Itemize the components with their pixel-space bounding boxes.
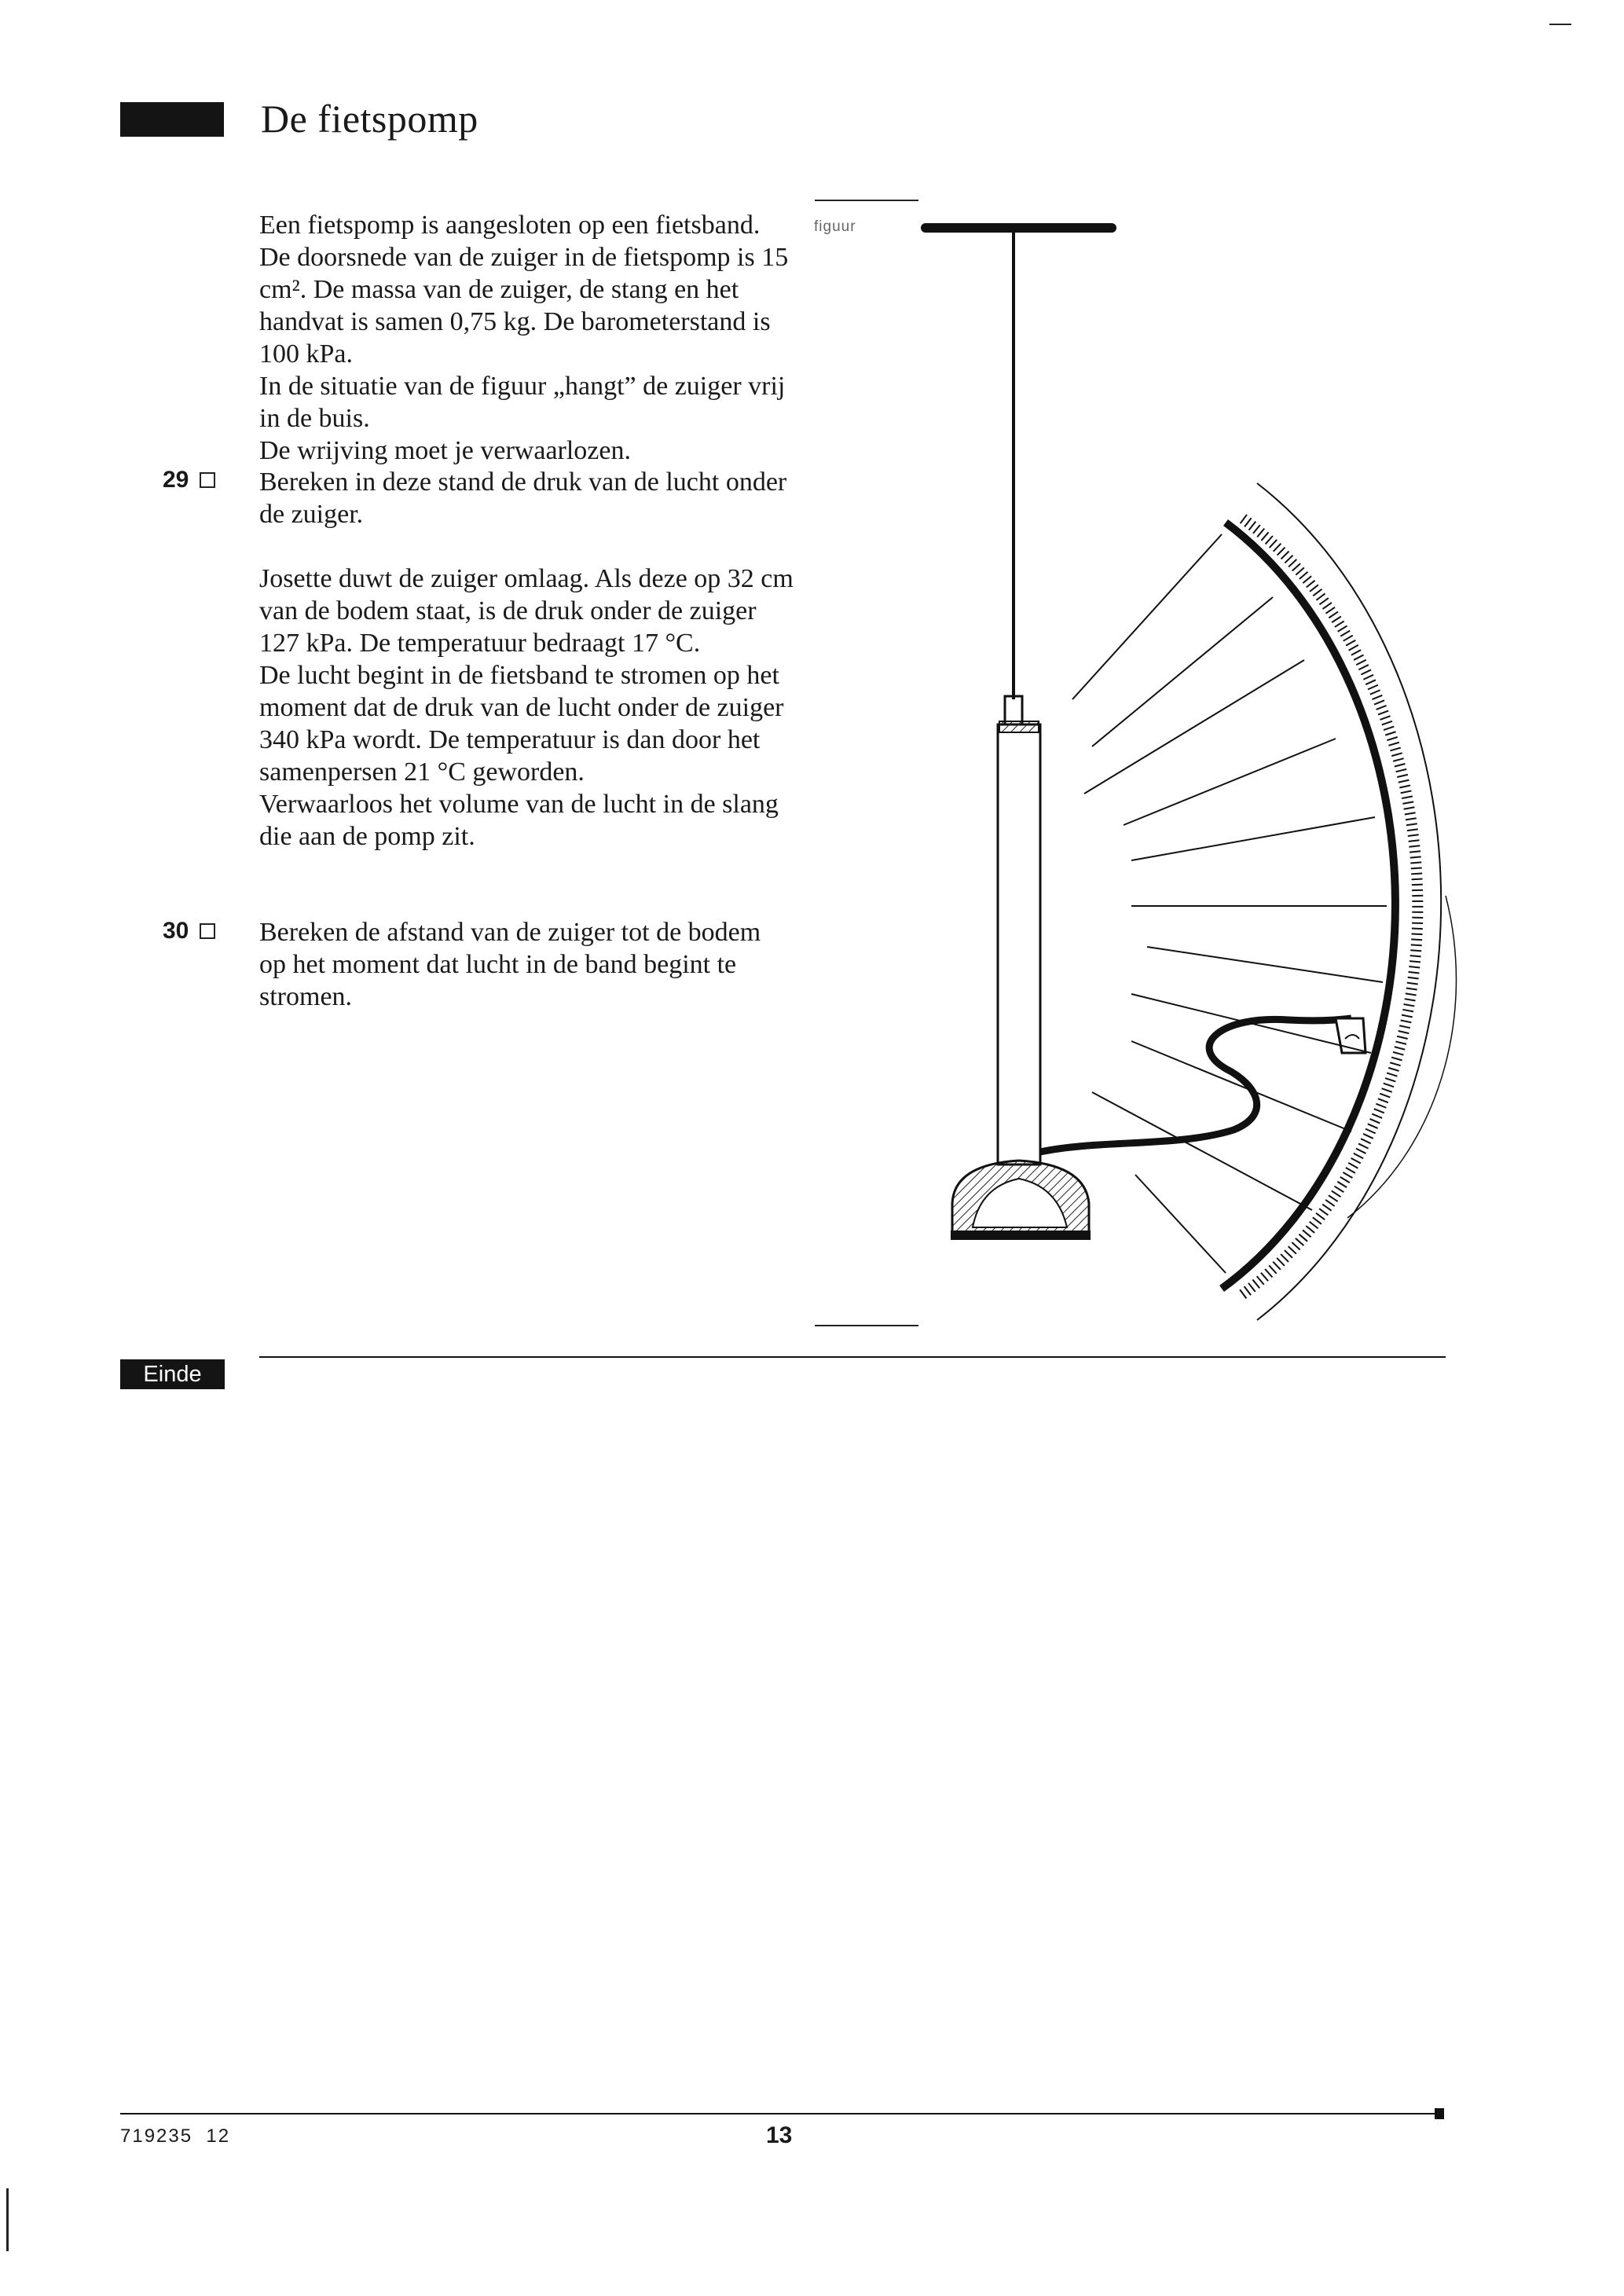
context-paragraph-2: De lucht begint in de fietsband te stromen op het moment dat de druk van de lucht onder de zuiger 340 kPa wordt. De temperatuur is dan door het samenpersen 21 °C geworden.: [259, 661, 784, 787]
wheel-spokes: [1072, 534, 1387, 1273]
pump-piston: [999, 721, 1039, 732]
pump-rod-guide: [1005, 696, 1022, 724]
figure-caption: figuur: [814, 218, 856, 235]
end-label: Einde: [120, 1359, 225, 1389]
question-number: 30: [163, 918, 189, 944]
intro-paragraph-2: In de situatie van de figuur „hangt” de zuiger vrij in de buis.: [259, 372, 786, 433]
footer-code: 719235 12: [120, 2125, 231, 2147]
context-paragraph-1: Josette duwt de zuiger omlaag. Als deze op 32 cm van de bodem staat, is de druk onder de zuiger 127 kPa. De temperatuur bedraagt 17 °C.: [259, 564, 794, 658]
intro-paragraph-3: De wrijving moet je verwaarlozen.: [259, 436, 631, 465]
footer-rule-end-marker: [1435, 2108, 1444, 2119]
intro-paragraph-1: Een fietspomp is aangesloten op een fietsband. De doorsnede van de zuiger in de fietspomp is 15 cm². De massa van de zuiger, de stang en het handvat is samen 0,75 kg. De barometerstand is 100 kPa.: [259, 211, 789, 369]
question-29-text: Bereken in deze stand de druk van de lucht onder de zuiger.: [259, 468, 787, 529]
pump-hose: [1040, 1018, 1351, 1152]
context-paragraph-3: Verwaarloos het volume van de lucht in de slang die aan de pomp zit.: [259, 790, 779, 851]
section-title: De fietspomp: [261, 97, 478, 141]
question-number: 29: [163, 467, 189, 493]
pump-barrel: [998, 724, 1040, 1165]
question-30-text: Bereken de afstand van de zuiger tot de bodem op het moment dat lucht in de band begint te stromen.: [259, 918, 761, 1011]
pump-base-plate: [951, 1231, 1091, 1240]
page-number: 13: [766, 2122, 793, 2148]
